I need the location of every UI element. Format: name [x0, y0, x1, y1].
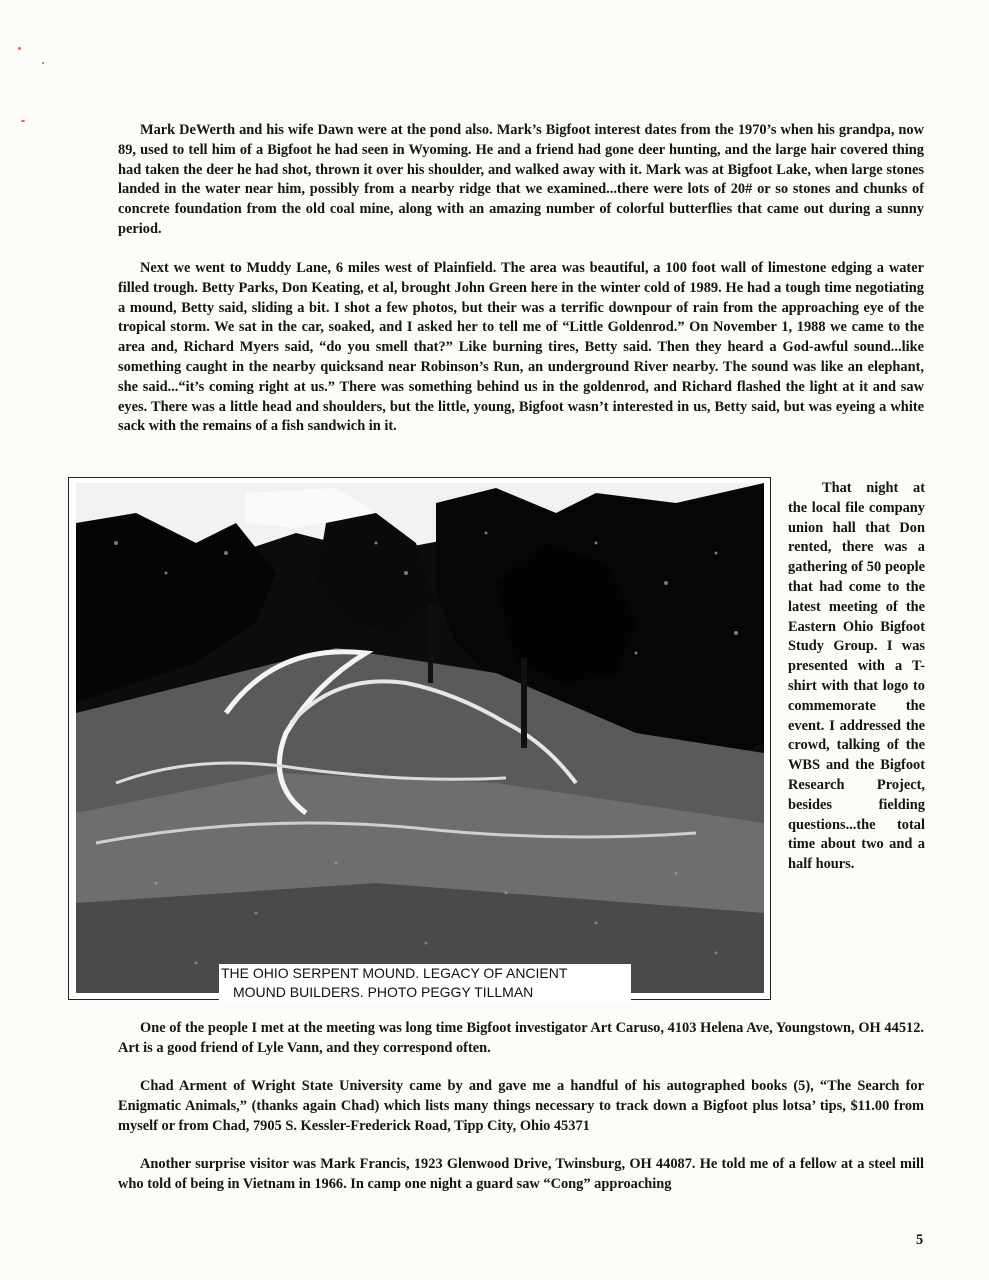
paragraph-chad-arment: Chad Arment of Wright State University came by and gave me a handful of his autographed books (5), “The Search for Enigmatic Animals,” (thanks again Chad) which lists many things necessary to track down a Bigfoot plus lotsa’ tips, $11.00 from myself or from Chad, 7905 S. Kessler-Frederick Road, Tipp City, Ohio 45371 — [118, 1078, 924, 1134]
photo-caption-line2: MOUND BUILDERS. PHOTO PEGGY TILLMAN — [233, 984, 534, 1000]
serpent-mound-image — [76, 483, 764, 993]
paragraph-muddy-lane: Next we went to Muddy Lane, 6 miles west of Plainfield. The area was beautiful, a 100 foot wall of limestone edging a water filled trough. Betty Parks, Don Keating, et al, brought John Green here in the winter cold of 1989. He had a tough time negotiating a mound, Betty said, sliding a bit. I shot a few photos, but their was a terrific downpour of rain from the approaching eye of the tropical storm. We sat in the car, soaked, and I asked her to tell me of “Little Goldenrod.” On November 1, 1988 we came to the area and, Richard Myers said, “do you smell that?” Like burning tires, Betty said. Then they heard a God-awful sound...like something caught in the nearby quicksand near Robinson’s Run, an underground River nearby. The sound was like an elephant, she said...“it’s coming right at us.” There was something behind us in the goldenrod, and Richard flashed the light at it and saw eyes. There was a little head and shoulders, but the little, young, Bigfoot wasn’t interested in us, Betty said, but was eyeing a white sack with the remains of a fish sandwich in it. — [118, 260, 924, 435]
paragraph-dewerth: Mark DeWerth and his wife Dawn were at the pond also. Mark’s Bigfoot interest dates from the 1970’s when his grandpa, now 89, used to tell him of a Bigfoot he had seen in Wyoming. He and a friend had gone deer hunting, and the large hair covered thing had taken the deer he had shot, thrown it over his shoulder, and walked away with it. Mark was at Bigfoot Lake, when large stones landed in the water near him, possibly from a nearby ridge that we examined...there were lots of 20# or so stones and chunks of concrete foundation from the old coal mine, along with an amazing number of colorful butterflies that came out during a sunny period. — [118, 122, 924, 237]
paragraph-union-hall — [788, 479, 925, 875]
paper-speck — [42, 62, 44, 64]
paper-speck — [18, 47, 21, 50]
paragraph-art-caruso: One of the people I met at the meeting was long time Bigfoot investigator Art Caruso, 4103 Helena Ave, Youngstown, OH 44512. Art is a good friend of Lyle Vann, and they correspond often. — [118, 1020, 924, 1056]
photo-caption-line1: THE OHIO SERPENT MOUND. LEGACY OF ANCIENT — [221, 965, 568, 981]
paper-speck — [21, 120, 25, 122]
page-number: 5 — [916, 1232, 924, 1248]
serpent-mound-photo — [68, 477, 771, 1000]
photo-caption — [219, 964, 631, 1002]
union-hall-text: That night at the local file company union hall that Don rented, there was a gathering of 50 people that had come to the latest meeting of the Eastern Ohio Bigfoot Study Group. I was presented with a T-shirt with that logo to commemorate the event. I addressed the crowd, talking of the WBS and the Bigfoot Research Project, besides fielding questions...the total time about two and a half hours. — [788, 480, 925, 873]
paragraph-mark-francis: Another surprise visitor was Mark Francis, 1923 Glenwood Drive, Twinsburg, OH 44087. He told me of a fellow at a steel mill who told of being in Vietnam in 1966. In camp one night a guard saw “Cong” approaching — [118, 1156, 924, 1192]
